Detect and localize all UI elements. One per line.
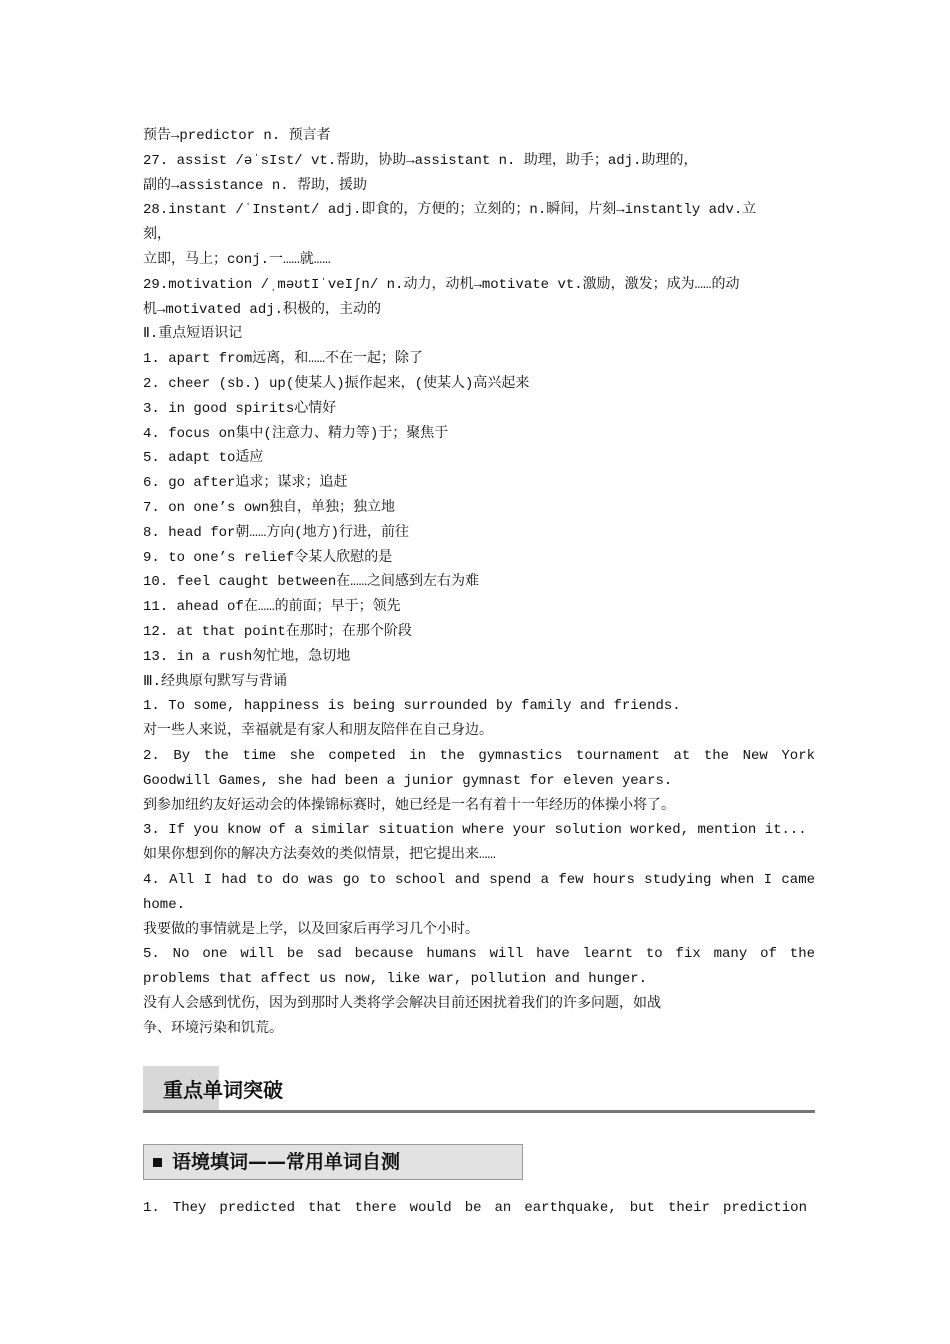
- section-header: [143, 1066, 815, 1113]
- text-line-3: 副的→assistance n. 帮助，援助: [143, 177, 368, 194]
- text-line-8: 机→motivated adj.积极的，主动的: [143, 301, 382, 318]
- sentence-en: home.: [143, 896, 186, 913]
- phrase-item: 13. in a rush匆忙地，急切地: [143, 648, 351, 665]
- sentence-zh: 我要做的事情就是上学，以及回家后再学习几个小时。: [143, 921, 479, 938]
- phrase-item: 2. cheer (sb.) up(使某人)振作起来，(使某人)高兴起来: [143, 375, 530, 392]
- phrase-item: 3. in good spirits心情好: [143, 400, 337, 417]
- sentence-zh: 对一些人来说，幸福就是有家人和朋友陪伴在自己身边。: [143, 723, 493, 740]
- heading-classic-sentences: Ⅲ.经典原句默写与背诵: [143, 673, 288, 690]
- subsection-header: [143, 1144, 523, 1180]
- phrase-item: 5. adapt to适应: [143, 450, 264, 467]
- sentence-zh: 如果你想到你的解决方法奏效的类似情景，把它提出来……: [143, 847, 496, 864]
- phrase-item: 12. at that point在那时；在那个阶段: [143, 623, 412, 640]
- sentence-zh: 到参加纽约友好运动会的体操锦标赛时，她已经是一名有着十一年经历的体操小将了。: [143, 797, 675, 814]
- text-line-2: 27. assist /əˈsIst/ vt.帮助，协助→assistant n. 助理，助手；adj.助理的，: [143, 152, 698, 169]
- sentence-en: 5. No one will be sad because humans will have learnt to fix many of the: [143, 946, 815, 963]
- section-title: 重点单词突破: [163, 1078, 283, 1102]
- sentence-en: 2. By the time she competed in the gymnastics tournament at the New York: [143, 747, 815, 764]
- sentence-en: 1. To some, happiness is being surrounded by family and friends.: [143, 698, 681, 715]
- phrase-item: 6. go after追求；谋求；追赶: [143, 475, 348, 492]
- text-line-4: 28.instant /ˈInstənt/ adj.即食的，方便的；立刻的；n.瞬间，片刻→instantly adv.立: [143, 202, 757, 219]
- sentence-en: 3. If you know of a similar situation where your solution worked, mention it...: [143, 822, 807, 839]
- subsection-title: 语境填词——常用单词自测: [172, 1151, 401, 1173]
- heading-key-phrases: Ⅱ.重点短语识记: [143, 326, 243, 343]
- sentence-zh: 没有人会感到忧伤，因为到那时人类将学会解决目前还困扰着我们的许多问题，如战: [143, 995, 661, 1012]
- square-bullet-icon: [153, 1158, 162, 1167]
- exercise-line-1: 1. They predicted that there would be an earthquake, but their prediction: [143, 1200, 807, 1216]
- phrase-item: 8. head for朝……方向(地方)行进，前往: [143, 524, 410, 541]
- text-line-7: 29.motivation /ˌməʊtIˈveIʃn/ n.动力，动机→motivate vt.激励，激发；成为……的动: [143, 276, 740, 293]
- phrase-item: 11. ahead of在……的前面；早于；领先: [143, 599, 401, 616]
- document-body: [143, 124, 815, 1041]
- text-line-1: 预告→predictor n. 预言者: [143, 128, 331, 144]
- sentence-zh: 争、环境污染和饥荒。: [143, 1020, 283, 1037]
- sentence-en: 4. All I had to do was go to school and spend a few hours studying when I came: [143, 871, 815, 888]
- phrase-item: 10. feel caught between在……之间感到左右为难: [143, 574, 480, 591]
- phrase-item: 9. to one’s relief令某人欣慰的是: [143, 549, 393, 566]
- phrase-item: 4. focus on集中(注意力、精力等)于；聚焦于: [143, 425, 449, 442]
- text-line-6: 立即，马上；conj.一……就……: [143, 251, 331, 268]
- phrase-item: 1. apart from远离，和……不在一起；除了: [143, 351, 424, 368]
- text-line-5: 刻，: [143, 227, 171, 244]
- sentence-en: Goodwill Games, she had been a junior gymnast for eleven years.: [143, 772, 673, 789]
- phrase-item: 7. on one’s own独自，单独；独立地: [143, 499, 396, 516]
- sentence-en: problems that affect us now, like war, pollution and hunger.: [143, 971, 648, 988]
